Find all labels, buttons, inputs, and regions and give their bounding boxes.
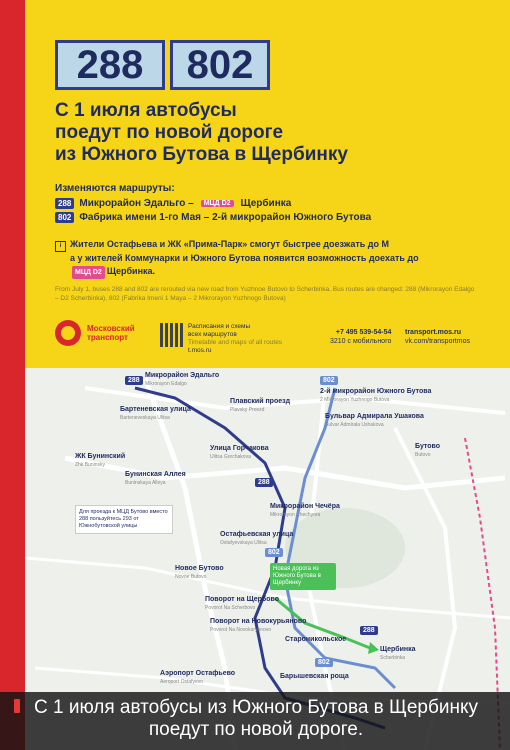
map-label: Бартеневская улица Barteneveskaya Ulitsa <box>120 406 191 421</box>
routes-subtitle: Изменяются маршруты: <box>55 183 175 194</box>
mosgortrans-logo <box>55 320 135 346</box>
map-route-tag: 802 <box>320 376 338 385</box>
qr-text <box>188 323 282 355</box>
map-label: Барышевская роща <box>280 673 349 680</box>
site-line: transport.mos.ru <box>405 329 462 336</box>
route-tag: 288 <box>55 198 74 209</box>
mcd-pill: МЦД D2 <box>201 200 234 207</box>
english-note: From July 1, buses 288 and 802 are rerouted via new road from Yuzhnoe Butovo to Scherbinka. Bus routes are changed: 288 (Mikrorayon Edalgo – D2 Scherbinka), 802 (Fabrika Imeni 1 Maya – 2 Mikrorayon Yuzhnogo Butova) <box>55 286 475 302</box>
logo-line: Московский <box>87 324 135 333</box>
map-route-tag: 802 <box>315 658 333 667</box>
site-line: vk.com/transportmos <box>405 338 470 345</box>
map-label: Новое Бутово Novoe Butovo <box>175 565 224 580</box>
map-label: Бульвар Адмирала Ушакова Bulvar Admirala Ushakova <box>325 413 424 428</box>
phone-line: +7 495 539-54-54 <box>335 329 392 336</box>
map-label: Бунинская Аллея Buninskaya Alleya <box>125 471 186 486</box>
map-route-tag: 288 <box>360 626 378 635</box>
map-route-tag: 288 <box>125 376 143 385</box>
qr-line: Расписания и схемы <box>188 323 251 330</box>
map-label: Плавский проезд Plavsky Proezd <box>230 398 291 413</box>
route-tag: 802 <box>55 212 74 223</box>
route-288-box: 288 <box>55 40 165 90</box>
map-label: ЖК Бунинский Zhk Buninsky <box>75 453 126 468</box>
title-line: поедут по новой дороге <box>55 122 284 143</box>
info-icon: i <box>55 241 66 252</box>
info-line: а у жителей Коммунарки и Южного Бутова появится возможность доехать до <box>70 253 419 263</box>
info-line: Жители Остафьева и ЖК «Прима-Парк» смогут быстрее доезжать до М <box>70 239 389 249</box>
map-route-tag: 802 <box>265 548 283 557</box>
route-text: Фабрика имени 1-го Мая – 2-й микрорайон Южного Бутова <box>79 212 372 223</box>
map-label: Улица Горчакова Ulitsa Gorchakova <box>210 445 269 460</box>
red-side-strip <box>0 0 25 750</box>
map-label: Поворот на Новокурьяново Povorot Na Novokuryanovo <box>210 618 307 633</box>
map-label: Аэропорт Остафьево Aeroport Ostafyevo <box>160 670 236 685</box>
logo-mark-icon <box>55 320 81 346</box>
map-label: Поворот на Щербово Povorot Na Scherbovo <box>205 596 279 611</box>
route-line-288 <box>55 198 291 209</box>
new-road-note: Новая дорога из Южного Бутова в Щербинку <box>270 563 336 590</box>
map-label: Щербинка Scherbinka <box>380 646 416 661</box>
title-line: из Южного Бутова в Щербинку <box>55 144 348 165</box>
route-line-802 <box>55 212 371 223</box>
info-line-wrap <box>55 252 475 265</box>
site-info <box>405 328 470 346</box>
info-text <box>55 238 475 279</box>
mcd-pill: МЦД D2 <box>72 266 105 279</box>
route-802-box: 802 <box>170 40 270 90</box>
logo-text <box>87 324 135 342</box>
title-line: С 1 июля автобусы <box>55 100 237 121</box>
qr-code-icon <box>160 323 184 347</box>
map-label: Микрорайон Эдальго Mikrorayon Edalgo <box>145 372 220 387</box>
poster-title <box>55 100 455 166</box>
phone-info <box>330 328 391 346</box>
map-label: Микрорайон Чечёра Mikrorayon Chechyora <box>270 503 340 518</box>
qr-line: t.mos.ru <box>188 347 212 354</box>
route-text: Микрорайон Эдальго – <box>79 198 194 209</box>
map-label: Староникольское <box>285 636 347 643</box>
caption-overlay <box>0 692 510 750</box>
map-label: 2-й микрорайон Южного Бутова 2 Mikrorayon Yuzhnogo Butova <box>320 388 432 403</box>
map-label: Бутово Butovo <box>415 443 441 458</box>
route-text-end: Щербинка <box>240 198 292 209</box>
phone-line: 3210 с мобильного <box>330 338 392 345</box>
info-line-wrap <box>55 265 475 279</box>
qr-line: всех маршрутов <box>188 331 237 338</box>
caption-text: С 1 июля автобусы из Южного Бутова в Щербинку поедут по новой дороге. <box>33 697 479 740</box>
qr-line: Timetable and maps of all routes <box>188 339 283 346</box>
transfer-note: Для проезда к МЦД Бутово вместо 288 пользуйтесь 293 от Южнобутовской улицы <box>75 505 173 534</box>
logo-line: транспорт <box>87 333 128 342</box>
info-line: Щербинка. <box>106 266 156 276</box>
map-route-tag: 288 <box>255 478 273 487</box>
map-label: Остафьевская улица Ostafyevskaya Ulitsa <box>220 531 294 546</box>
